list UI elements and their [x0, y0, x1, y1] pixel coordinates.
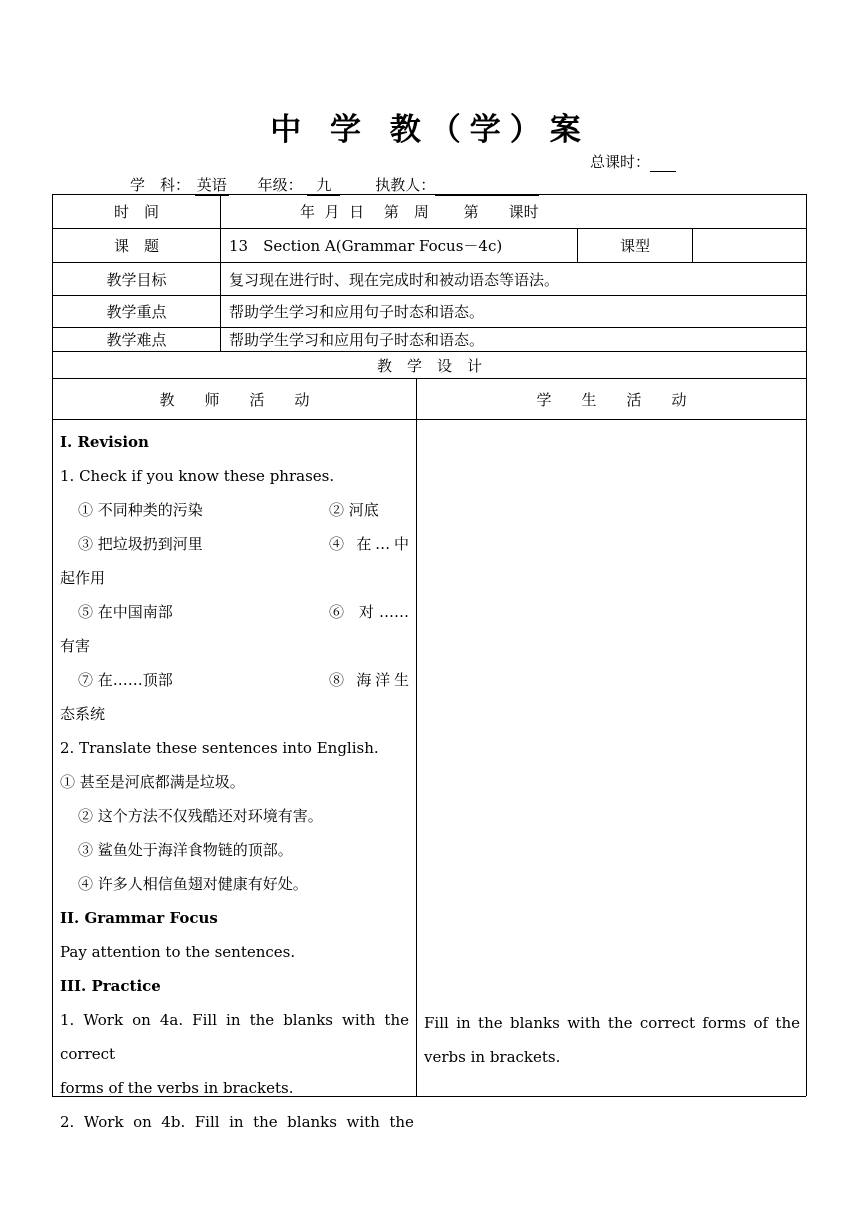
sentence-4: ④ 许多人相信鱼翅对健康有好处。 — [78, 875, 308, 893]
phrase-row — [60, 663, 409, 697]
phrase-3: ③ 把垃圾扔到河里 — [78, 535, 203, 553]
focus-value: 帮助学生学习和应用句子时态和语态。 — [229, 303, 485, 321]
difficulty-label: 教学难点 — [106, 331, 167, 349]
grammar-heading: II. Grammar Focus — [60, 909, 218, 927]
practice-heading: III. Practice — [60, 977, 161, 995]
phrase-8-cont: 态系统 — [60, 705, 106, 723]
grade-value: 九 — [307, 174, 340, 196]
phrase-4-cont: 起作用 — [60, 569, 106, 587]
phrase-4: ④ 在…中 — [329, 535, 409, 553]
rule — [806, 194, 807, 1096]
goal-label: 教学目标 — [106, 270, 167, 289]
phrase-6: ⑥ 对…… — [329, 603, 409, 621]
rule — [220, 194, 221, 351]
grammar-line: Pay attention to the sentences. — [60, 943, 296, 961]
total-hours — [590, 151, 676, 172]
goal-value: 复习现在进行时、现在完成时和被动语态等语法。 — [229, 270, 560, 289]
phrase-2: ② 河底 — [329, 501, 379, 519]
difficulty-value: 帮助学生学习和应用句子时态和语态。 — [229, 331, 485, 349]
subject-label: 学 科： — [130, 176, 191, 194]
sentence-1: ① 甚至是河底都满是垃圾。 — [60, 773, 245, 791]
phrase-row — [60, 595, 409, 629]
focus-label: 教学重点 — [106, 303, 167, 321]
phrase-8: ⑧ 海洋生 — [329, 671, 409, 689]
rule — [52, 419, 806, 420]
subject-value: 英语 — [196, 176, 227, 194]
teacher-activity-header: 教 师 活 动 — [159, 390, 310, 409]
design-label: 教 学 设 计 — [376, 356, 482, 375]
phrase-7: ⑦ 在……顶部 — [78, 671, 173, 689]
phrase-row — [60, 493, 409, 527]
type-label: 课型 — [619, 237, 650, 255]
sentence-2: ② 这个方法不仅残酷还对环境有害。 — [78, 807, 323, 825]
phrase-1: ① 不同种类的污染 — [78, 501, 203, 519]
time-value: 年 月 日 第 周 第 课时 — [300, 203, 539, 221]
type-value-empty — [693, 229, 806, 262]
teacher-activity — [60, 425, 414, 1139]
check-line: 1. Check if you know these phrases. — [60, 467, 335, 485]
practice-1b: forms of the verbs in brackets. — [60, 1079, 294, 1097]
practice-2: 2. Work on 4b. Fill in the blanks with the — [60, 1113, 414, 1131]
grade-label: 年级： — [257, 176, 303, 194]
student-activity-header: 学 生 活 动 — [536, 390, 687, 409]
topic-label: 课 题 — [113, 237, 159, 255]
phrase-6-cont: 有害 — [60, 637, 91, 655]
sentence-3: ③ 鲨鱼处于海洋食物链的顶部。 — [78, 841, 293, 859]
rule — [416, 378, 417, 1096]
revision-heading: I. Revision — [60, 433, 149, 451]
teacher-label: 执教人： — [375, 176, 436, 194]
time-label: 时 间 — [113, 203, 159, 221]
page-title: 中 学 教（学）案 — [270, 112, 590, 148]
total-hours-blank — [650, 157, 676, 172]
topic-value: 13 Section A(Grammar Focus－4c) — [229, 237, 503, 255]
practice-1a: 1. Work on 4a. Fill in the blanks with the correct — [60, 1011, 409, 1063]
meta-line — [130, 174, 539, 196]
phrase-5: ⑤ 在中国南部 — [78, 603, 173, 621]
total-hours-label: 总课时： — [590, 153, 651, 171]
phrase-row — [60, 527, 409, 561]
student-activity-text: Fill in the blanks with the correct forms of the verbs in brackets. — [424, 1014, 800, 1066]
translate-line: 2. Translate these sentences into English. — [60, 739, 379, 757]
